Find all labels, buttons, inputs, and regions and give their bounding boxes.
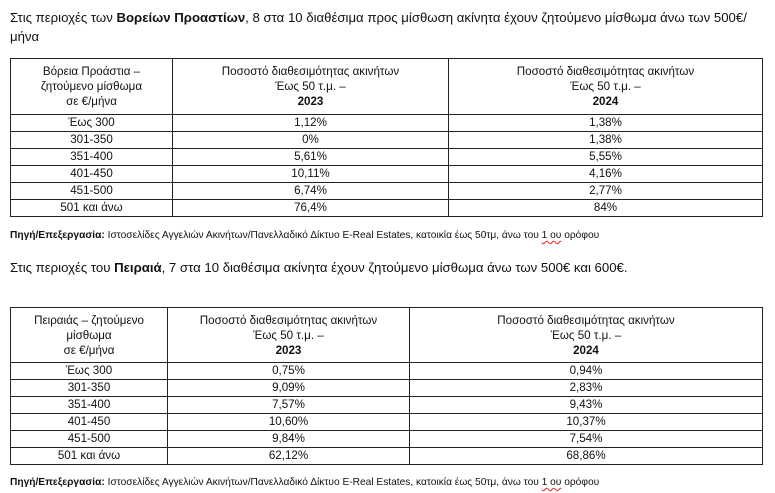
- cell-range: Έως 300: [11, 363, 168, 380]
- cell-range: 301-350: [11, 380, 168, 397]
- cell-2024: 68,86%: [410, 448, 763, 465]
- table-header-row: [11, 308, 763, 363]
- header-2023: Ποσοστό διαθεσιμότητας ακινήτων Έως 50 τ.μ. – 2023: [168, 308, 410, 363]
- cell-2024: 4,16%: [449, 166, 763, 183]
- cell-range: Έως 300: [11, 115, 173, 132]
- table-row: [11, 448, 763, 465]
- table-row: [11, 166, 763, 183]
- piraeus-table: [10, 307, 763, 465]
- intro-text: Στις περιοχές του: [10, 260, 115, 275]
- cell-2023: 76,4%: [173, 200, 449, 217]
- header-2023: Ποσοστό διαθεσιμότητας ακινήτων Έως 50 τ.μ. – 2023: [173, 59, 449, 115]
- cell-range: 401-450: [11, 414, 168, 431]
- cell-range: 501 και άνω: [11, 200, 173, 217]
- source-floor: 1 ου: [541, 230, 562, 241]
- table-row: [11, 431, 763, 448]
- table-row: [11, 115, 763, 132]
- table-row: [11, 132, 763, 149]
- source-label: Πηγή/Επεξεργασία:: [10, 230, 105, 241]
- cell-range: 351-400: [11, 149, 173, 166]
- header-2024: Ποσοστό διαθεσιμότητας ακινήτων Έως 50 τ.μ. – 2024: [410, 308, 763, 363]
- cell-2023: 10,60%: [168, 414, 410, 431]
- intro-bold-region: Βορείων Προαστίων: [116, 10, 246, 25]
- cell-2024: 0,94%: [410, 363, 763, 380]
- intro-text: , 7 στα 10 διαθέσιμα ακίνητα έχουν ζητούμενο μίσθωμα άνω των 500€ και 600€.: [161, 260, 628, 275]
- cell-2023: 7,57%: [168, 397, 410, 414]
- header-2024: Ποσοστό διαθεσιμότητας ακινήτων Έως 50 τ.μ. – 2024: [449, 59, 763, 115]
- cell-2024: 2,77%: [449, 183, 763, 200]
- cell-2024: 10,37%: [410, 414, 763, 431]
- cell-2024: 84%: [449, 200, 763, 217]
- cell-2023: 9,09%: [168, 380, 410, 397]
- cell-2023: 0,75%: [168, 363, 410, 380]
- cell-range: 301-350: [11, 132, 173, 149]
- header-rent-range: Πειραιάς – ζητούμενο μίσθωμα σε €/μήνα: [11, 308, 168, 363]
- cell-range: 401-450: [11, 166, 173, 183]
- cell-2023: 1,12%: [173, 115, 449, 132]
- piraeus-intro: [10, 258, 670, 277]
- cell-2023: 5,61%: [173, 149, 449, 166]
- table-header-row: [11, 59, 763, 115]
- header-rent-range: Βόρεια Προάστια – ζητούμενο μίσθωμα σε €/μήνα: [11, 59, 173, 115]
- cell-2023: 9,84%: [168, 431, 410, 448]
- cell-range: 451-500: [11, 183, 173, 200]
- cell-2023: 62,12%: [168, 448, 410, 465]
- cell-2024: 1,38%: [449, 115, 763, 132]
- table-row: [11, 183, 763, 200]
- north-suburbs-table: [10, 58, 763, 217]
- table-row: [11, 414, 763, 431]
- table-row: [11, 380, 763, 397]
- cell-2024: 5,55%: [449, 149, 763, 166]
- cell-range: 351-400: [11, 397, 168, 414]
- cell-range: 501 και άνω: [11, 448, 168, 465]
- north-suburbs-intro: [10, 8, 755, 46]
- table-row: [11, 200, 763, 217]
- cell-2023: 0%: [173, 132, 449, 149]
- source-floor: 1 ου: [541, 477, 562, 488]
- source-text: Ιστοσελίδες Αγγελιών Ακινήτων/Πανελλαδικό Δίκτυο E-Real Estates, κατοικία έως 50τμ, άνω του: [104, 230, 542, 241]
- cell-2024: 9,43%: [410, 397, 763, 414]
- cell-2023: 10,11%: [173, 166, 449, 183]
- table-row: [11, 149, 763, 166]
- intro-text: , 8 στα 10 διαθέσιμα προς μίσθωση ακίνητα έχουν ζητούμενο μίσθωμα άνω των 500€/μήνα: [10, 10, 747, 44]
- table-row: [11, 397, 763, 414]
- cell-range: 451-500: [11, 431, 168, 448]
- intro-bold-region: Πειραιά: [114, 260, 162, 275]
- cell-2024: 1,38%: [449, 132, 763, 149]
- cell-2023: 6,74%: [173, 183, 449, 200]
- source-end: ορόφου: [561, 230, 600, 241]
- intro-text: Στις περιοχές των: [10, 10, 117, 25]
- cell-2024: 7,54%: [410, 431, 763, 448]
- table-row: [11, 363, 763, 380]
- source-note: [10, 477, 599, 488]
- source-note: [10, 230, 599, 241]
- source-label: Πηγή/Επεξεργασία:: [10, 477, 105, 488]
- source-end: ορόφου: [561, 477, 600, 488]
- source-text: Ιστοσελίδες Αγγελιών Ακινήτων/Πανελλαδικό Δίκτυο E-Real Estates, κατοικία έως 50τμ, άνω του: [104, 477, 542, 488]
- cell-2024: 2,83%: [410, 380, 763, 397]
